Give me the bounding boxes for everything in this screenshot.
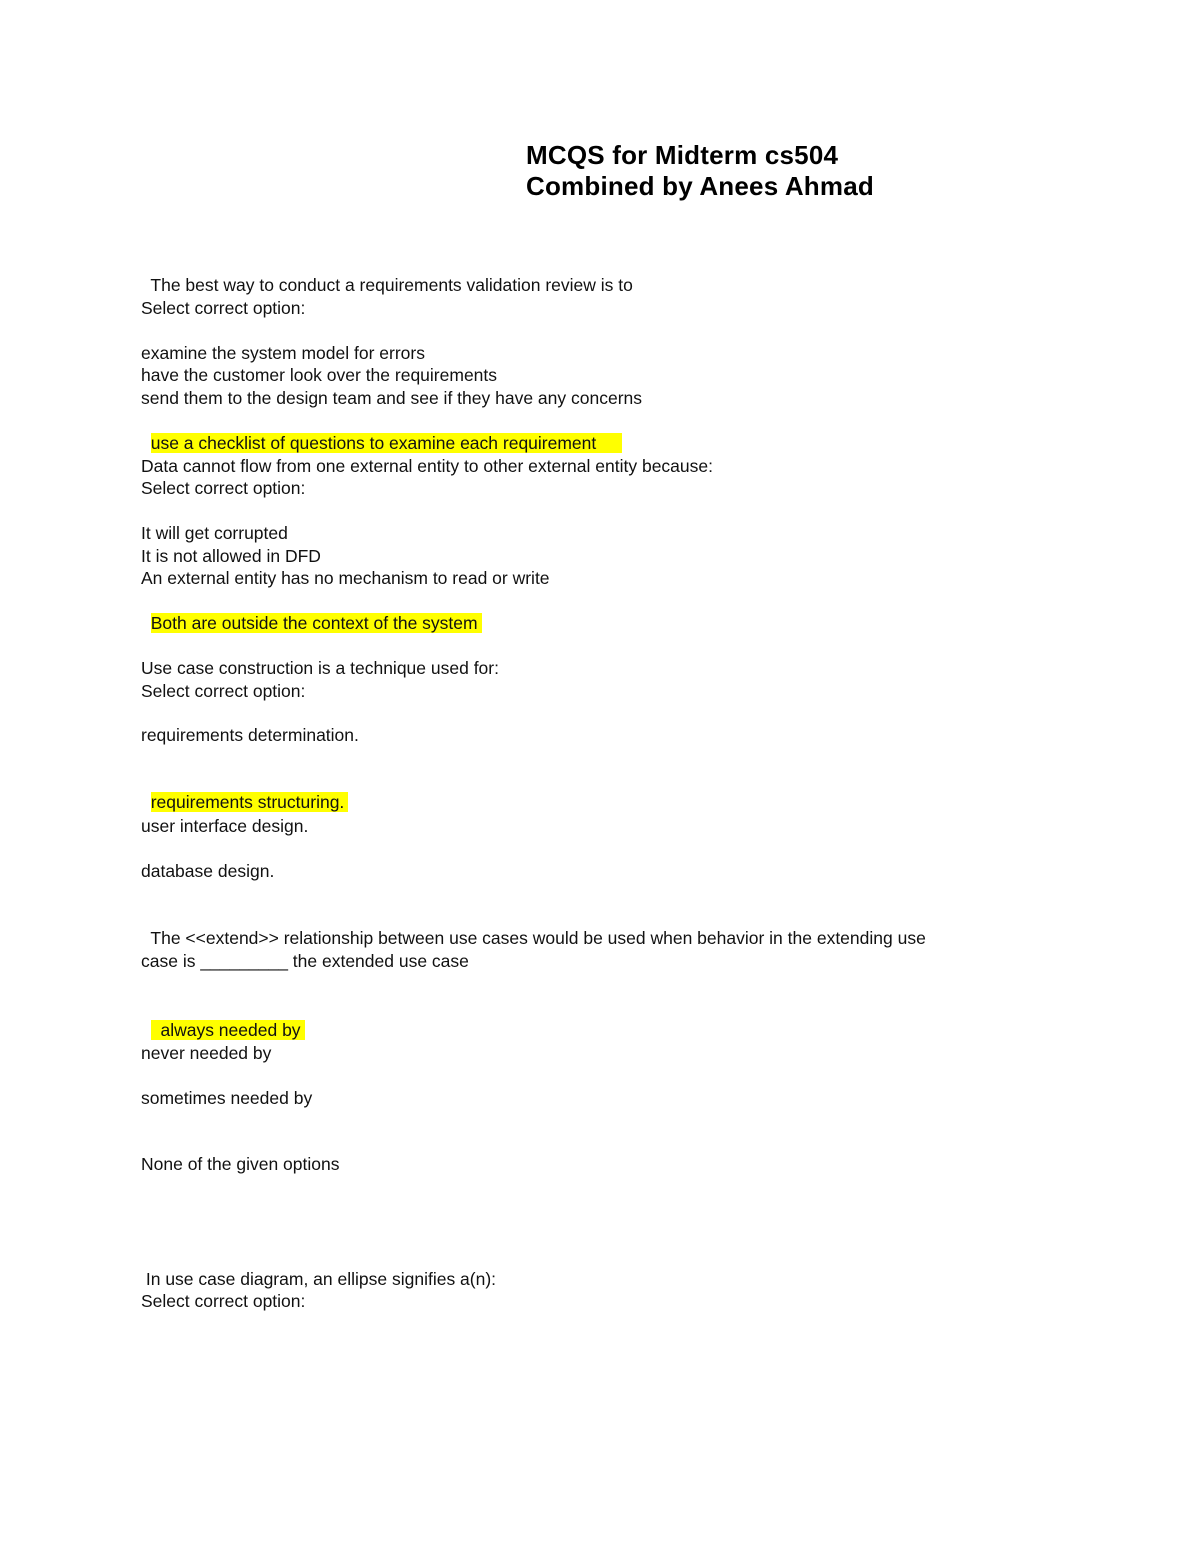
question-4-text-line-1: The <<extend>> relationship between use cases would be used when behavior in the extending use [141,928,926,948]
question-4-option-4: None of the given options [141,1154,340,1174]
question-3-option-1: requirements determination. [141,725,359,745]
question-1-option-3: send them to the design team and see if they have any concerns [141,388,643,408]
question-2-option-1: It will get corrupted [141,523,288,543]
question-3-option-3: user interface design. [141,816,309,836]
question-5-prompt: Select correct option: [141,1291,306,1311]
question-4-option-1-wrapper [141,997,305,1041]
question-3-option-4: database design. [141,861,275,881]
question-2-prompt: Select correct option: [141,478,306,498]
question-5-text: In use case diagram, an ellipse signifies a(n): [141,1269,497,1289]
question-4-option-2: never needed by [141,1043,272,1063]
question-4-option-3: sometimes needed by [141,1088,313,1108]
question-2-option-4-correct: Both are outside the context of the system [151,613,482,633]
question-1-option-4-wrapper [141,410,622,454]
question-4-option-1-correct: always needed by [151,1020,305,1040]
title-line-1: MCQS for Midterm cs504 [526,140,839,170]
question-2-option-4-wrapper [141,590,482,634]
title-line-2: Combined by Anees Ahmad [526,171,874,201]
question-3-text: Use case construction is a technique used for: [141,658,499,678]
question-3-option-2-correct: requirements structuring. [151,792,349,812]
question-1-text: The best way to conduct a requirements validation review is to [141,275,633,295]
question-3-prompt: Select correct option: [141,681,306,701]
question-2-option-2: It is not allowed in DFD [141,546,321,566]
document-title [526,140,874,202]
question-1-option-4-correct: use a checklist of questions to examine each requirement [151,433,623,453]
question-1-option-2: have the customer look over the requirements [141,365,498,385]
question-3-option-2-wrapper [141,769,348,813]
question-1-prompt: Select correct option: [141,298,306,318]
question-4-text-line-2: case is _________ the extended use case [141,951,469,971]
question-1-option-1: examine the system model for errors [141,343,425,363]
question-2-text: Data cannot flow from one external entity to other external entity because: [141,456,713,476]
question-2-option-3: An external entity has no mechanism to read or write [141,568,550,588]
